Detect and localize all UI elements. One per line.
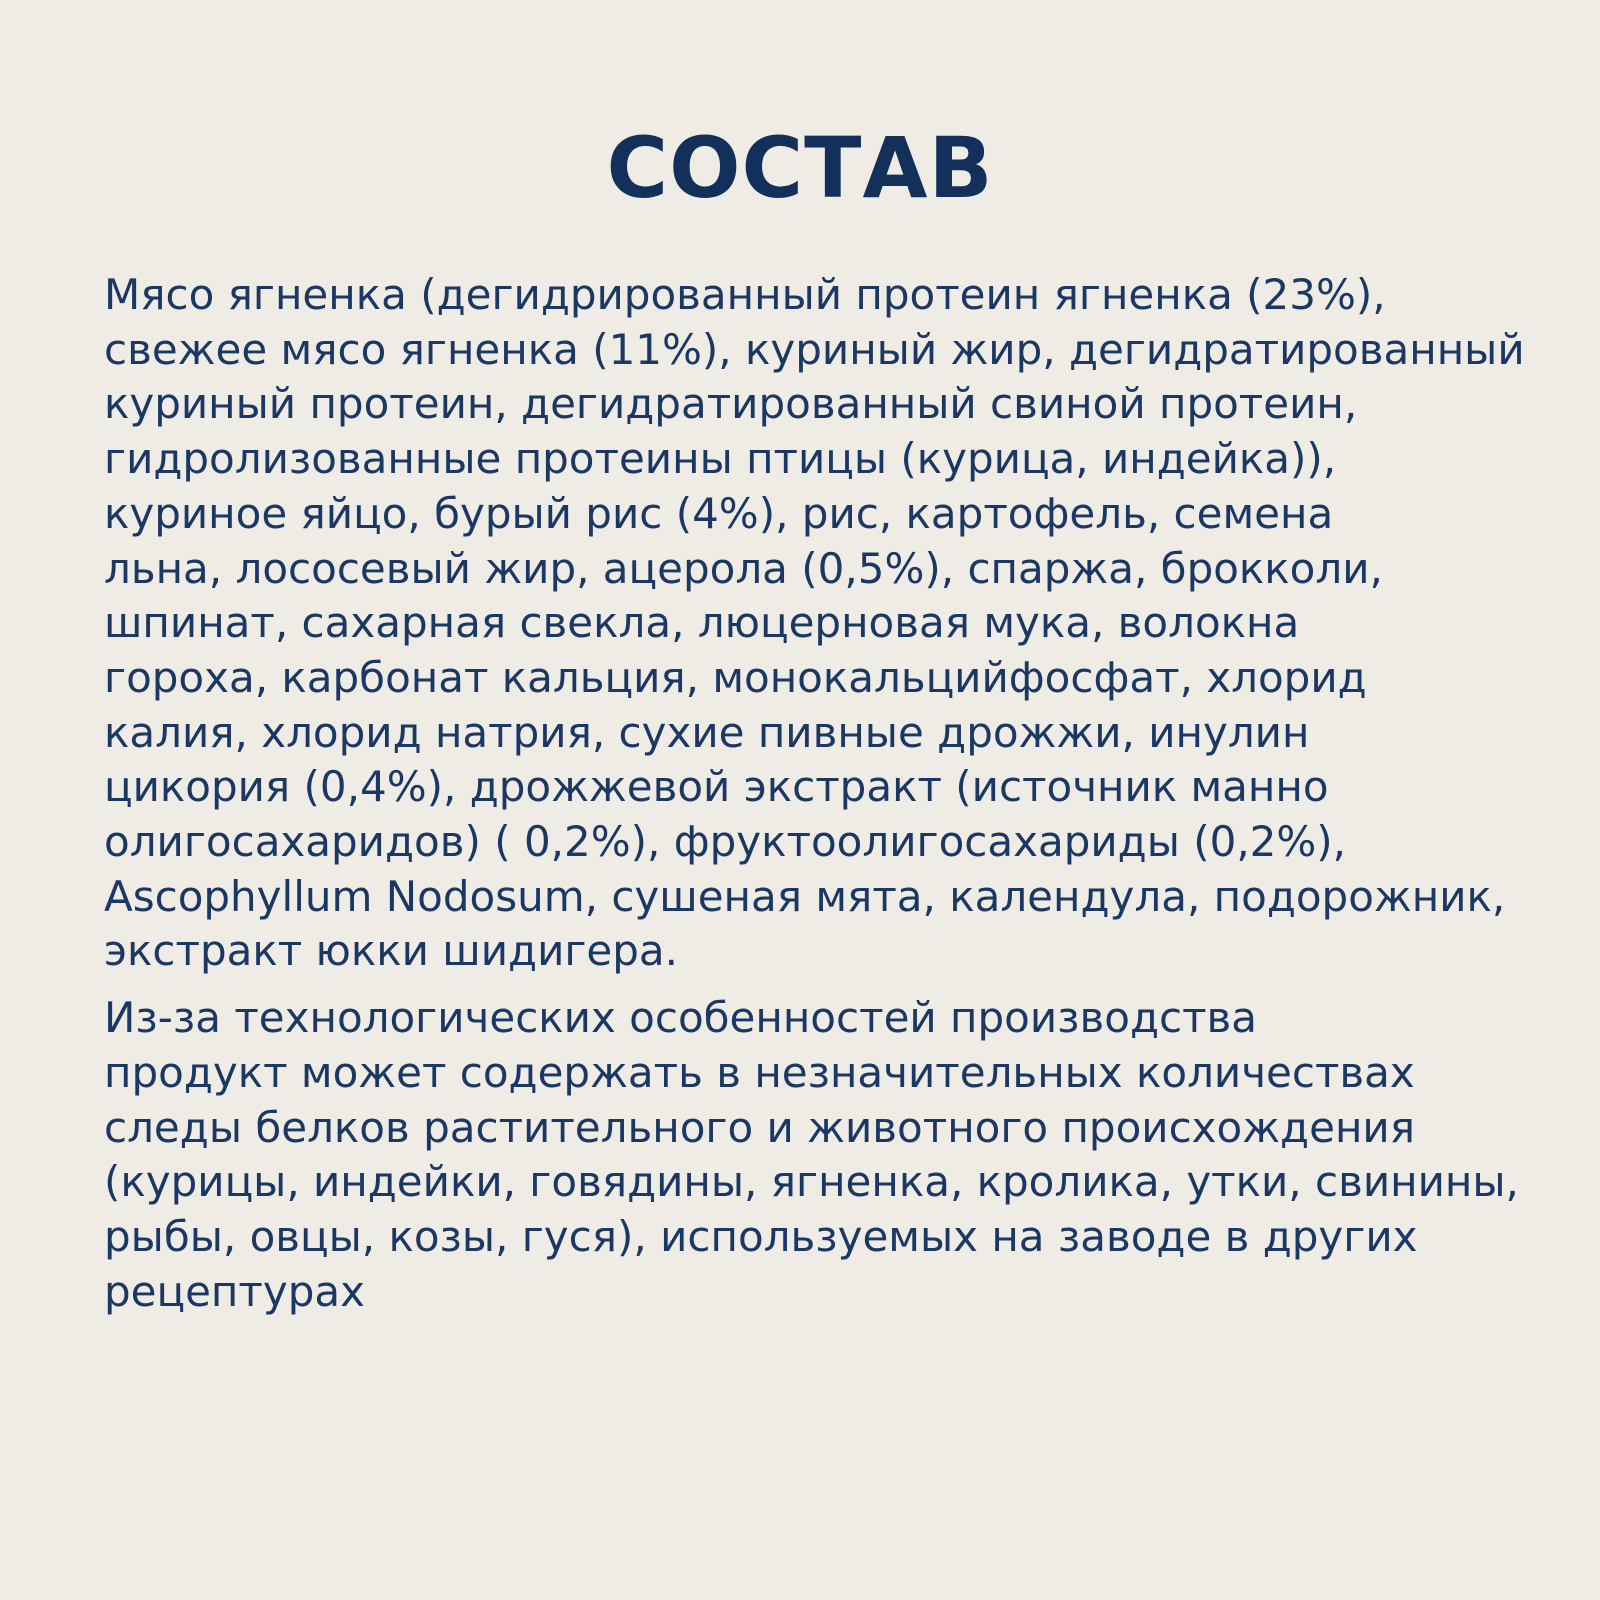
composition-line: цикория (0,4%), дрожжевой экстракт (источник манно <box>104 762 1329 812</box>
composition-line: куриный протеин, дегидратированный свиной протеин, <box>104 379 1358 429</box>
allergen-note-line: продукт может содержать в незначительных количествах <box>104 1047 1415 1097</box>
composition-line: Ascophyllum Nodosum, сушеная мята, календула, подорожник, <box>104 871 1506 921</box>
composition-line: Мясо ягненка (дегидрированный протеин ягненка (23%), <box>104 270 1386 319</box>
composition-line: калия, хлорид натрия, сухие пивные дрожжи, инулин <box>104 707 1310 757</box>
text-body <box>104 268 1534 1319</box>
composition-line: экстракт юкки шидигера. <box>104 926 679 976</box>
composition-line: олигосахаридов) ( 0,2%), фруктоолигосахариды (0,2%), <box>104 817 1347 867</box>
allergen-note-line: (курицы, индейки, говядины, ягненка, кролика, утки, свинины, <box>104 1157 1519 1207</box>
page-title: СОСТАВ <box>606 119 994 217</box>
composition-line: свежее мясо ягненка (11%), куриный жир, дегидратированный <box>104 324 1525 374</box>
allergen-note-line: следы белков растительного и животного происхождения <box>104 1102 1415 1152</box>
allergen-note-line: рыбы, овцы, козы, гуся), используемых на заводе в других <box>104 1211 1418 1261</box>
composition-line: куриное яйцо, бурый рис (4%), рис, картофель, семена <box>104 488 1334 538</box>
composition-line: льна, лососевый жир, ацерола (0,5%), спаржа, брокколи, <box>104 543 1383 593</box>
allergen-note-paragraph <box>104 991 1534 1319</box>
allergen-note-line: рецептурах <box>104 1266 365 1316</box>
composition-line: шпинат, сахарная свекла, люцерновая мука, волокна <box>104 598 1300 648</box>
allergen-note-line: Из-за технологических особенностей производства <box>104 993 1258 1043</box>
composition-paragraph <box>104 268 1534 979</box>
composition-line: гидролизованные протеины птицы (курица, индейка)), <box>104 434 1337 484</box>
composition-line: гороха, карбонат кальция, монокальцийфосфат, хлорид <box>104 652 1367 702</box>
